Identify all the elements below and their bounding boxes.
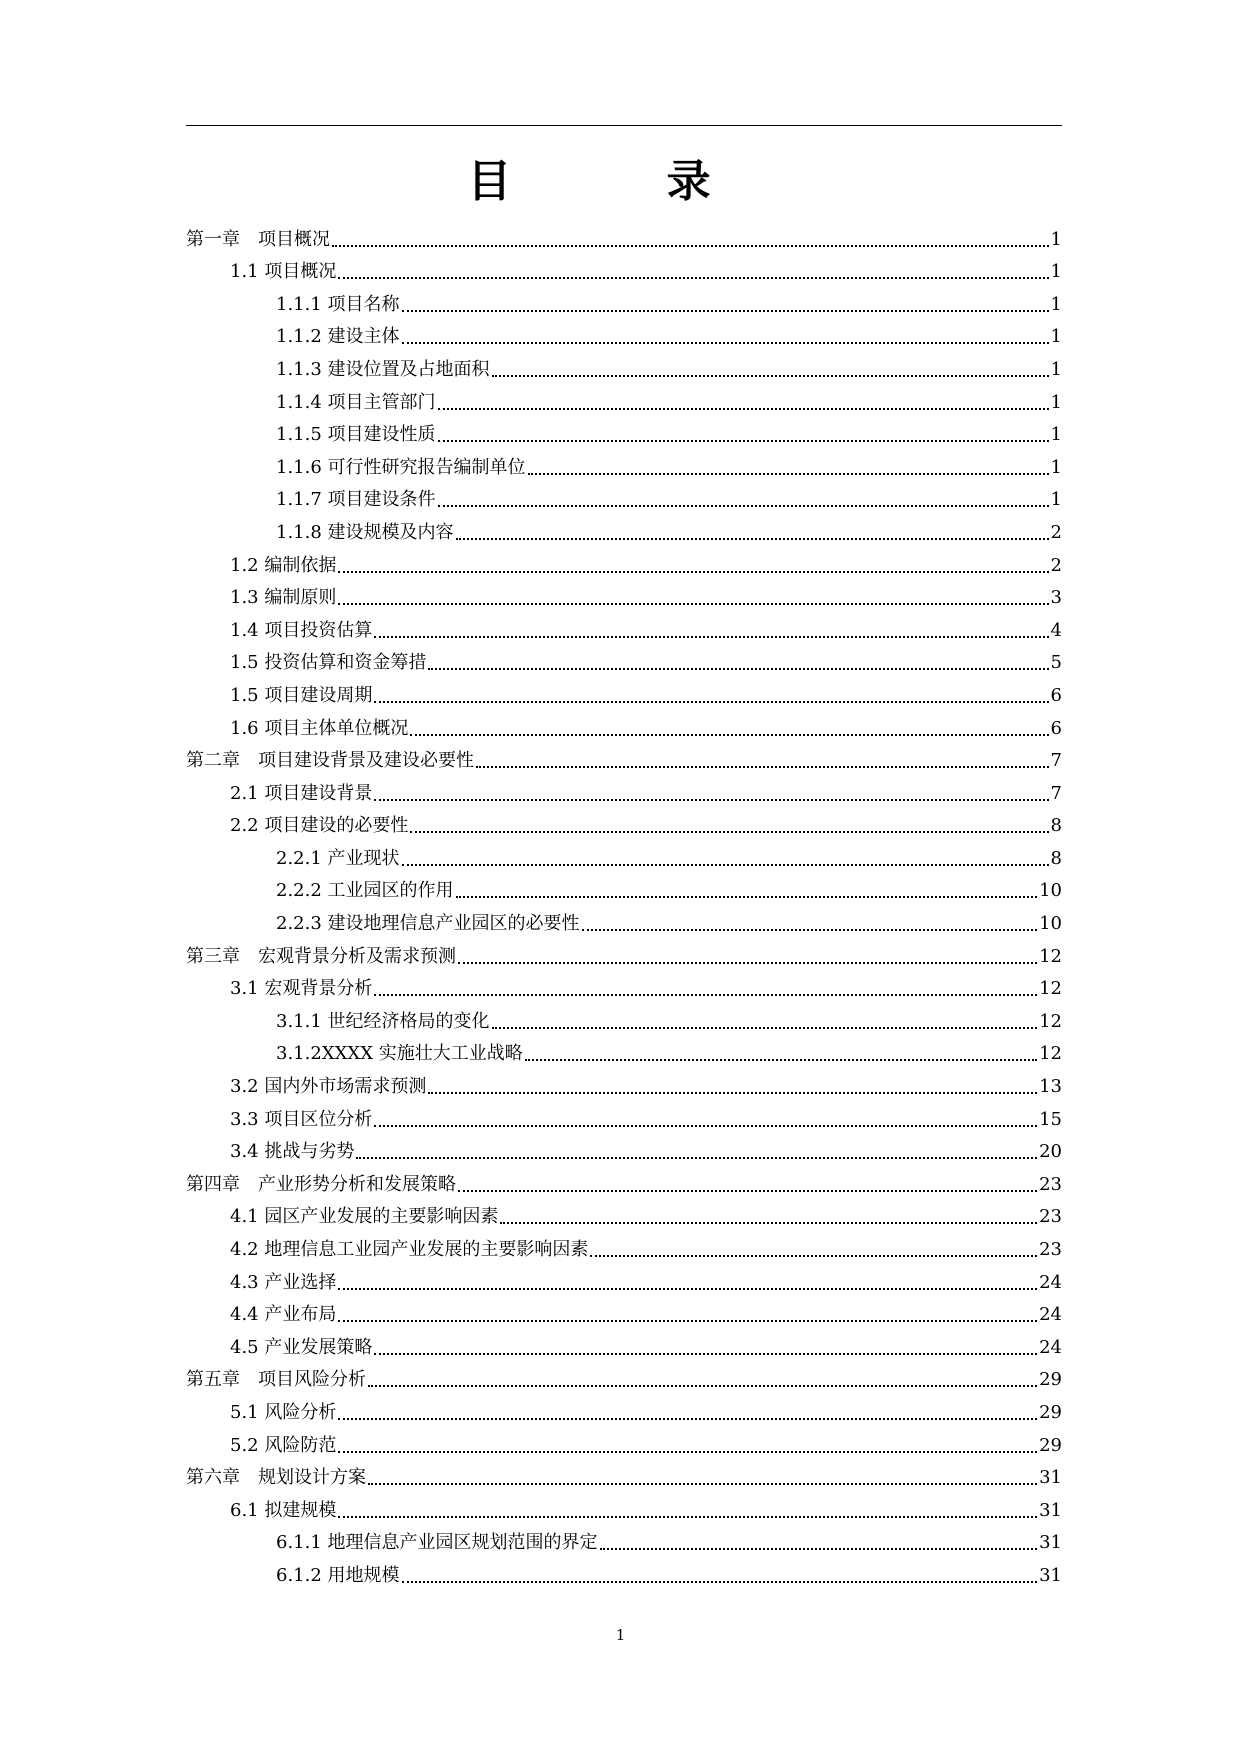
toc-entry[interactable]	[186, 1163, 1062, 1196]
toc-entry-page: 29	[1039, 1434, 1062, 1456]
dot-leader	[374, 1125, 1037, 1127]
toc-entry[interactable]	[186, 1294, 1062, 1327]
toc-entry-label: 6.1.2 用地规模	[276, 1564, 400, 1586]
toc-entry-page: 23	[1039, 1206, 1062, 1228]
page-number: 1	[615, 1626, 626, 1644]
dot-leader	[368, 1483, 1037, 1485]
toc-entry-page: 2	[1050, 554, 1062, 576]
toc-entry-page: 8	[1050, 815, 1062, 837]
toc-entry[interactable]	[186, 642, 1062, 675]
toc-entry-page: 1	[1050, 261, 1062, 283]
dot-leader	[476, 766, 1049, 768]
toc-entry-label: 1.1 项目概况	[230, 261, 337, 283]
toc-entry-label: 2.2.1 产业现状	[276, 847, 400, 869]
toc-entry-label: 1.6 项目主体单位概况	[230, 717, 409, 739]
toc-entry-label: 1.3 编制原则	[230, 587, 337, 609]
dot-leader	[528, 473, 1049, 475]
toc-entry[interactable]	[186, 674, 1062, 707]
toc-entry-label: 3.1.1 世纪经济格局的变化	[276, 1010, 490, 1032]
toc-entry[interactable]	[186, 1391, 1062, 1424]
dot-leader	[374, 701, 1048, 703]
toc-entry-label: 6.1.1 地理信息产业园区规划范围的界定	[276, 1532, 598, 1554]
toc-entry-page: 3	[1050, 587, 1062, 609]
dot-leader	[356, 1157, 1037, 1159]
dot-leader	[500, 1222, 1037, 1224]
toc-entry-label: 3.4 挑战与劣势	[230, 1141, 355, 1163]
header-rule	[186, 125, 1062, 126]
dot-leader	[492, 1027, 1038, 1029]
toc-entry[interactable]	[186, 1261, 1062, 1294]
dot-leader	[338, 1288, 1037, 1290]
toc-entry[interactable]	[186, 1424, 1062, 1457]
toc-entry-label: 2.1 项目建设背景	[230, 782, 373, 804]
toc-entry[interactable]	[186, 544, 1062, 577]
dot-leader	[374, 994, 1037, 996]
toc-entry[interactable]	[186, 707, 1062, 740]
toc-entry[interactable]	[186, 511, 1062, 544]
dot-leader	[338, 1451, 1037, 1453]
dot-leader	[590, 1255, 1037, 1257]
toc-entry[interactable]	[186, 935, 1062, 968]
toc-entry-page: 1	[1050, 228, 1062, 250]
toc-entry[interactable]	[186, 1359, 1062, 1392]
toc-entry-label: 1.1.7 项目建设条件	[276, 489, 436, 511]
toc-entry[interactable]	[186, 1522, 1062, 1555]
toc-entry-page: 1	[1050, 326, 1062, 348]
toc-entry-page: 5	[1050, 652, 1062, 674]
toc-entry-page: 6	[1050, 717, 1062, 739]
toc-entry-label: 4.4 产业布局	[230, 1304, 337, 1326]
dot-leader	[456, 538, 1049, 540]
toc-entry-page: 29	[1039, 1369, 1062, 1391]
toc-entry-page: 1	[1050, 358, 1062, 380]
toc-entry-label: 1.1.1 项目名称	[276, 293, 400, 315]
toc-entry[interactable]	[186, 1228, 1062, 1261]
toc-title: 目 录	[467, 156, 781, 207]
toc-entry-label: 5.2 风险防范	[230, 1434, 337, 1456]
dot-leader	[428, 668, 1048, 670]
toc-entry-label: 3.1.2XXXX 实施壮大工业战略	[276, 1043, 523, 1065]
dot-leader	[458, 962, 1037, 964]
toc-entry-page: 23	[1039, 1173, 1062, 1195]
toc-entry[interactable]	[186, 1098, 1062, 1131]
toc-entry-page: 31	[1039, 1532, 1062, 1554]
dot-leader	[582, 929, 1038, 931]
toc-entry-page: 1	[1050, 424, 1062, 446]
toc-entry[interactable]	[186, 348, 1062, 381]
toc-entry-label: 2.2.3 建设地理信息产业园区的必要性	[276, 913, 580, 935]
toc-entry[interactable]	[186, 283, 1062, 316]
dot-leader	[338, 1320, 1037, 1322]
toc-entry-label: 第三章 宏观背景分析及需求预测	[186, 945, 456, 967]
toc-entry-label: 第二章 项目建设背景及建设必要性	[186, 750, 474, 772]
toc-entry-page: 31	[1039, 1499, 1062, 1521]
toc-entry-page: 4	[1050, 619, 1062, 641]
toc-entry-page: 24	[1039, 1336, 1062, 1358]
toc-entry-page: 23	[1039, 1239, 1062, 1260]
toc-entry[interactable]	[186, 1033, 1062, 1066]
dot-leader	[338, 603, 1048, 605]
toc-entry[interactable]	[186, 609, 1062, 642]
toc-entry-label: 1.1.6 可行性研究报告编制单位	[276, 456, 526, 478]
toc-entry-label: 1.1.3 建设位置及占地面积	[276, 358, 490, 380]
toc-entry[interactable]	[186, 251, 1062, 284]
dot-leader	[338, 277, 1048, 279]
toc-entry[interactable]	[186, 902, 1062, 935]
toc-entry[interactable]	[186, 772, 1062, 805]
toc-entry[interactable]	[186, 1457, 1062, 1490]
toc-entry-label: 1.1.5 项目建设性质	[276, 424, 436, 446]
toc-entry[interactable]	[186, 381, 1062, 414]
toc-entry-page: 8	[1050, 847, 1062, 869]
dot-leader	[374, 636, 1048, 638]
toc-entry-label: 第六章 规划设计方案	[186, 1467, 366, 1489]
dot-leader	[402, 342, 1049, 344]
toc-entry-label: 1.5 投资估算和资金筹措	[230, 652, 427, 674]
toc-entry[interactable]	[186, 805, 1062, 838]
toc-entry[interactable]	[186, 577, 1062, 610]
dot-leader	[368, 1385, 1037, 1387]
toc-entry-label: 3.1 宏观背景分析	[230, 978, 373, 1000]
dot-leader	[525, 1059, 1037, 1061]
dot-leader	[600, 1548, 1038, 1550]
toc-entry-page: 1	[1050, 391, 1062, 413]
toc-entry[interactable]	[186, 218, 1062, 251]
toc-entry-page: 7	[1050, 782, 1062, 804]
toc-entry[interactable]	[186, 1196, 1062, 1229]
dot-leader	[402, 1581, 1038, 1583]
toc-entry-label: 4.3 产业选择	[230, 1271, 337, 1293]
toc-entry-label: 第一章 项目概况	[186, 228, 330, 250]
dot-leader	[428, 1092, 1037, 1094]
dot-leader	[438, 505, 1049, 507]
dot-leader	[402, 310, 1049, 312]
toc-entry[interactable]	[186, 1489, 1062, 1522]
toc-entry-label: 2.2.2 工业园区的作用	[276, 880, 454, 902]
dot-leader	[338, 571, 1048, 573]
toc-entry-label: 1.4 项目投资估算	[230, 619, 373, 641]
dot-leader	[438, 408, 1049, 410]
toc-entry-label: 第四章 产业形势分析和发展策略	[186, 1173, 456, 1195]
toc-entry-page: 24	[1039, 1304, 1062, 1326]
toc-entry[interactable]	[186, 740, 1062, 773]
toc-entry-label: 5.1 风险分析	[230, 1401, 337, 1423]
toc-entry-page: 31	[1039, 1467, 1062, 1489]
toc-entry-label: 4.2 地理信息工业园产业发展的主要影响因素	[230, 1239, 589, 1260]
toc-entry[interactable]	[186, 446, 1062, 479]
toc-entry-page: 6	[1050, 684, 1062, 706]
toc-entry-page: 29	[1039, 1401, 1062, 1423]
toc-entry-page: 15	[1039, 1108, 1062, 1130]
toc-entry-page: 1	[1050, 293, 1062, 315]
toc-entry-label: 1.1.4 项目主管部门	[276, 391, 436, 413]
toc-entry-page: 31	[1039, 1564, 1062, 1586]
toc-entry-page: 2	[1050, 521, 1062, 543]
toc-entry-label: 3.2 国内外市场需求预测	[230, 1076, 427, 1098]
dot-leader	[402, 864, 1049, 866]
toc-entry[interactable]	[186, 479, 1062, 512]
dot-leader	[438, 440, 1049, 442]
dot-leader	[374, 799, 1048, 801]
dot-leader	[458, 1190, 1037, 1192]
toc-entry-label: 6.1 拟建规模	[230, 1499, 337, 1521]
toc-entry[interactable]	[186, 316, 1062, 349]
dot-leader	[338, 1418, 1037, 1420]
toc-entry-page: 12	[1039, 978, 1062, 1000]
toc-entry-label: 2.2 项目建设的必要性	[230, 815, 409, 837]
toc-entry[interactable]	[186, 968, 1062, 1001]
table-of-contents	[186, 218, 1062, 1587]
dot-leader	[332, 245, 1049, 247]
toc-entry-page: 1	[1050, 456, 1062, 478]
toc-entry[interactable]	[186, 1326, 1062, 1359]
toc-entry-label: 第五章 项目风险分析	[186, 1369, 366, 1391]
toc-entry-label: 1.1.2 建设主体	[276, 326, 400, 348]
toc-entry[interactable]	[186, 1000, 1062, 1033]
toc-entry-page: 12	[1039, 1043, 1062, 1065]
dot-leader	[338, 1516, 1037, 1518]
dot-leader	[410, 734, 1048, 736]
dot-leader	[492, 375, 1049, 377]
toc-entry[interactable]	[186, 870, 1062, 903]
toc-entry-page: 12	[1039, 945, 1062, 967]
toc-entry-label: 4.5 产业发展策略	[230, 1336, 373, 1358]
toc-entry-page: 1	[1050, 489, 1062, 511]
toc-entry-page: 13	[1039, 1076, 1062, 1098]
dot-leader	[374, 1353, 1037, 1355]
toc-entry[interactable]	[186, 1554, 1062, 1587]
toc-entry[interactable]	[186, 414, 1062, 447]
toc-entry[interactable]	[186, 1065, 1062, 1098]
toc-entry-label: 1.2 编制依据	[230, 554, 337, 576]
toc-entry-label: 4.1 园区产业发展的主要影响因素	[230, 1206, 499, 1228]
toc-entry[interactable]	[186, 837, 1062, 870]
toc-entry-label: 1.1.8 建设规模及内容	[276, 521, 454, 543]
toc-entry-page: 24	[1039, 1271, 1062, 1293]
toc-entry-page: 10	[1039, 880, 1062, 902]
dot-leader	[456, 896, 1038, 898]
toc-entry-page: 10	[1039, 913, 1062, 935]
toc-entry-page: 7	[1050, 750, 1062, 772]
toc-entry-page: 12	[1039, 1010, 1062, 1032]
toc-entry-label: 3.3 项目区位分析	[230, 1108, 373, 1130]
dot-leader	[410, 831, 1048, 833]
toc-entry-label: 1.5 项目建设周期	[230, 684, 373, 706]
toc-entry-page: 20	[1039, 1141, 1062, 1163]
toc-entry[interactable]	[186, 1131, 1062, 1164]
